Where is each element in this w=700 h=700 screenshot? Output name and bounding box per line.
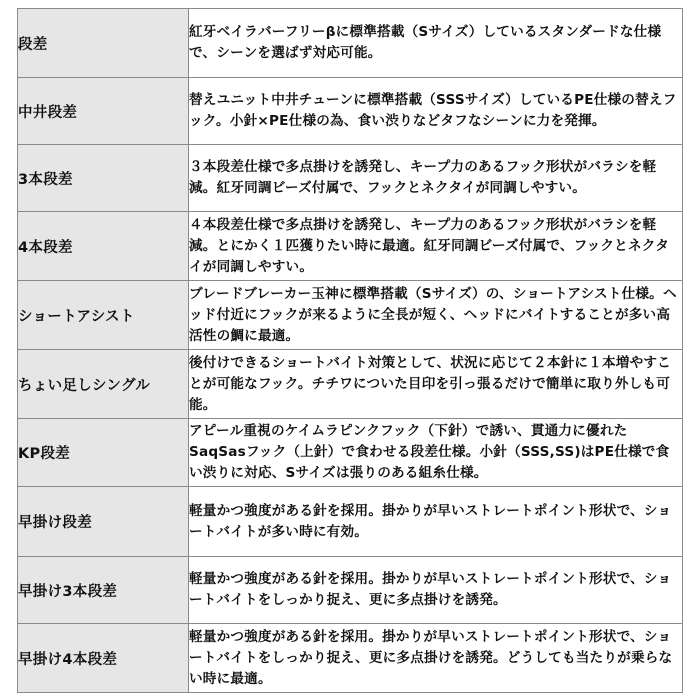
row-name: ちょい足しシングル xyxy=(18,350,189,419)
table-row xyxy=(18,145,683,212)
row-name: 早掛け段差 xyxy=(18,487,189,557)
row-description: 替えユニット中井チューンに標準搭載（SSSサイズ）しているPE仕様の替えフック。小針×PE仕様の為、食い渋りなどタフなシーンに力を発揮。 xyxy=(189,78,683,145)
table-row xyxy=(18,78,683,145)
table-row xyxy=(18,624,683,693)
table-row xyxy=(18,350,683,419)
row-description: ブレードブレーカー玉神に標準搭載（Sサイズ）の、ショートアシスト仕様。ヘッド付近にフックが来るように全長が短く、ヘッドにバイトすることが多い高活性の鯛に最適。 xyxy=(189,281,683,350)
row-name: ショートアシスト xyxy=(18,281,189,350)
row-name: 4本段差 xyxy=(18,212,189,281)
row-description: 紅牙ベイラバーフリーβに標準搭載（Sサイズ）しているスタンダードな仕様で、シーンを選ばず対応可能。 xyxy=(189,9,683,78)
row-name: 中井段差 xyxy=(18,78,189,145)
hook-spec-table xyxy=(17,8,683,693)
hook-spec-table-container xyxy=(17,8,683,692)
table-row xyxy=(18,487,683,557)
row-description: 後付けできるショートバイト対策として、状況に応じて２本針に１本増やすことが可能なフック。チチワについた目印を引っ張るだけで簡単に取り外しも可能。 xyxy=(189,350,683,419)
row-name: 3本段差 xyxy=(18,145,189,212)
table-row xyxy=(18,557,683,624)
row-name: 早掛け4本段差 xyxy=(18,624,189,693)
row-name: 段差 xyxy=(18,9,189,78)
table-row xyxy=(18,281,683,350)
row-description: 軽量かつ強度がある針を採用。掛かりが早いストレートポイント形状で、ショートバイトが多い時に有効。 xyxy=(189,487,683,557)
table-row xyxy=(18,212,683,281)
row-name: 早掛け3本段差 xyxy=(18,557,189,624)
row-description: 軽量かつ強度がある針を採用。掛かりが早いストレートポイント形状で、ショートバイトをしっかり捉え、更に多点掛けを誘発。どうしても当たりが乗らない時に最適。 xyxy=(189,624,683,693)
row-description: 軽量かつ強度がある針を採用。掛かりが早いストレートポイント形状で、ショートバイトをしっかり捉え、更に多点掛けを誘発。 xyxy=(189,557,683,624)
table-row xyxy=(18,9,683,78)
row-name: KP段差 xyxy=(18,419,189,487)
table-row xyxy=(18,419,683,487)
row-description: アピール重視のケイムラピンクフック（下針）で誘い、貫通力に優れたSaqSasフック（上針）で食わせる段差仕様。小針（SSS,SS)はPE仕様で食い渋りに対応、Sサイズは張りのある組糸仕様。 xyxy=(189,419,683,487)
row-description: ４本段差仕様で多点掛けを誘発し、キープ力のあるフック形状がバラシを軽減。とにかく１匹獲りたい時に最適。紅牙同調ビーズ付属で、フックとネクタイが同調しやすい。 xyxy=(189,212,683,281)
row-description: ３本段差仕様で多点掛けを誘発し、キープ力のあるフック形状がバラシを軽減。紅牙同調ビーズ付属で、フックとネクタイが同調しやすい。 xyxy=(189,145,683,212)
